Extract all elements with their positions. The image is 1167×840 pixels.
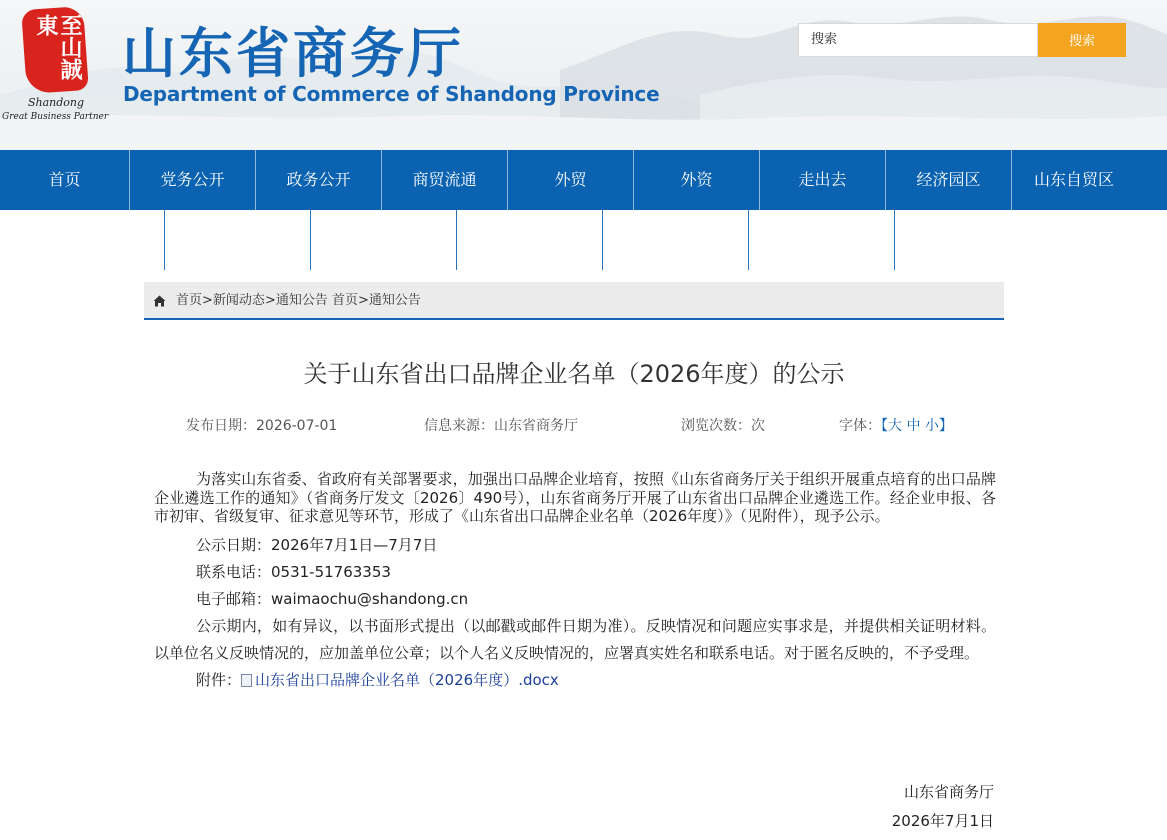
attachment-link[interactable]: 山东省出口品牌企业名单（2026年度）.docx bbox=[255, 670, 559, 689]
publish-date-label: 发布日期： bbox=[186, 418, 256, 434]
attachment-label: 附件： bbox=[196, 670, 242, 689]
breadcrumb bbox=[144, 282, 1004, 320]
font-size-medium[interactable]: 中 bbox=[906, 418, 921, 434]
view-count-suffix: 次 bbox=[751, 418, 765, 434]
publish-date-value: 2026-07-01 bbox=[256, 418, 338, 434]
nav-item-free-trade-zone[interactable]: 山东自贸区 bbox=[1033, 170, 1114, 189]
nav-item-foreign-trade[interactable]: 外贸 bbox=[508, 150, 634, 210]
article-paragraph: 为落实山东省委、省政府有关部署要求，加强出口品牌企业培育，按照《山东省商务厅关于组织开展重点培育的出口品牌企业遴选工作的通知》（省商务厅发文〔2026〕490号），山东省商务厅开展了山东省出口品牌企业遴选工作。经企业申报、各市初审、省级复审、征求意见等环节，形成了《山东省出口品牌企业名单（2026年度）》（见附件），现予公示。 bbox=[154, 470, 996, 525]
nav-item-government-affairs[interactable]: 政务公开 bbox=[256, 150, 382, 210]
divider-line bbox=[748, 210, 749, 270]
document-icon bbox=[241, 674, 252, 687]
publicity-period: 公示日期：2026年7月1日—7月7日 bbox=[196, 535, 438, 554]
main-nav bbox=[0, 150, 1167, 210]
info-source bbox=[424, 415, 578, 437]
breadcrumb-notices[interactable]: 通知公告 bbox=[368, 293, 421, 308]
nav-item-going-global[interactable]: 走出去 bbox=[760, 150, 886, 210]
view-count-label: 浏览次数： bbox=[681, 418, 751, 434]
divider-line bbox=[894, 210, 895, 270]
divider-line bbox=[602, 210, 603, 270]
contact-phone: 联系电话：0531-51763353 bbox=[196, 562, 391, 581]
breadcrumb-home[interactable]: 首页 bbox=[176, 293, 203, 308]
font-size-label: 字体： bbox=[839, 418, 881, 434]
attachment bbox=[154, 667, 996, 694]
contact-email: 电子邮箱：waimaochu@shandong.cn bbox=[196, 589, 469, 608]
nav-item-foreign-investment[interactable]: 外资 bbox=[634, 150, 760, 210]
article-body bbox=[154, 470, 996, 694]
nav-item-party-affairs[interactable]: 党务公开 bbox=[130, 150, 256, 210]
search-button[interactable]: 搜索 bbox=[1038, 23, 1126, 57]
home-icon bbox=[153, 295, 166, 307]
info-source-label: 信息来源： bbox=[424, 418, 494, 434]
site-title: 山东省商务厅 bbox=[122, 22, 464, 85]
signature-date: 2026年7月1日 bbox=[891, 812, 994, 830]
font-size-small[interactable]: 小 bbox=[924, 418, 939, 434]
divider-line bbox=[164, 210, 165, 270]
logo-caption-slogan: Great Business Partner bbox=[2, 112, 109, 122]
logo-caption-shandong: Shandong bbox=[28, 96, 85, 109]
view-count bbox=[681, 415, 765, 437]
article-paragraph: 公示期内，如有异议，以书面形式提出（以邮戳或邮件日期为准）。反映情况和问题应实事求是，并提供相关证明材料。以单位名义反映情况的，应加盖单位公章；以个人名义反映情况的，应署真实姓名和联系电话。对于匿名反映的，不予受理。 bbox=[154, 616, 996, 662]
search-input[interactable]: 搜索 bbox=[798, 23, 1038, 57]
breadcrumb-separator: > bbox=[264, 293, 276, 308]
font-size-switcher bbox=[839, 415, 953, 437]
font-size-large[interactable]: 大 bbox=[888, 418, 902, 434]
breadcrumb-notices-home[interactable]: 通知公告 首页 bbox=[275, 293, 358, 308]
logo-seal-text: 至山誠東 bbox=[33, 14, 83, 80]
breadcrumb-separator: > bbox=[357, 293, 369, 308]
site-header bbox=[0, 0, 1167, 150]
nav-item-trade-circulation[interactable]: 商贸流通 bbox=[382, 150, 508, 210]
font-bracket-close: 】 bbox=[938, 418, 953, 434]
article-title: 关于山东省出口品牌企业名单（2026年度）的公示 bbox=[303, 360, 845, 388]
font-bracket-open: 【 bbox=[881, 418, 888, 434]
nav-item-home[interactable]: 首页 bbox=[0, 150, 130, 210]
nav-item-economic-parks[interactable]: 经济园区 bbox=[886, 150, 1012, 210]
info-source-value: 山东省商务厅 bbox=[494, 418, 578, 434]
breadcrumb-separator: > bbox=[202, 293, 213, 308]
divider-line bbox=[310, 210, 311, 270]
site-subtitle: Department of Commerce of Shandong Province bbox=[123, 82, 660, 106]
divider-line bbox=[456, 210, 457, 270]
publish-date bbox=[186, 415, 337, 437]
breadcrumb-news[interactable]: 新闻动态 bbox=[212, 293, 265, 308]
signature-organization: 山东省商务厅 bbox=[903, 783, 994, 801]
site-logo[interactable] bbox=[2, 4, 110, 128]
